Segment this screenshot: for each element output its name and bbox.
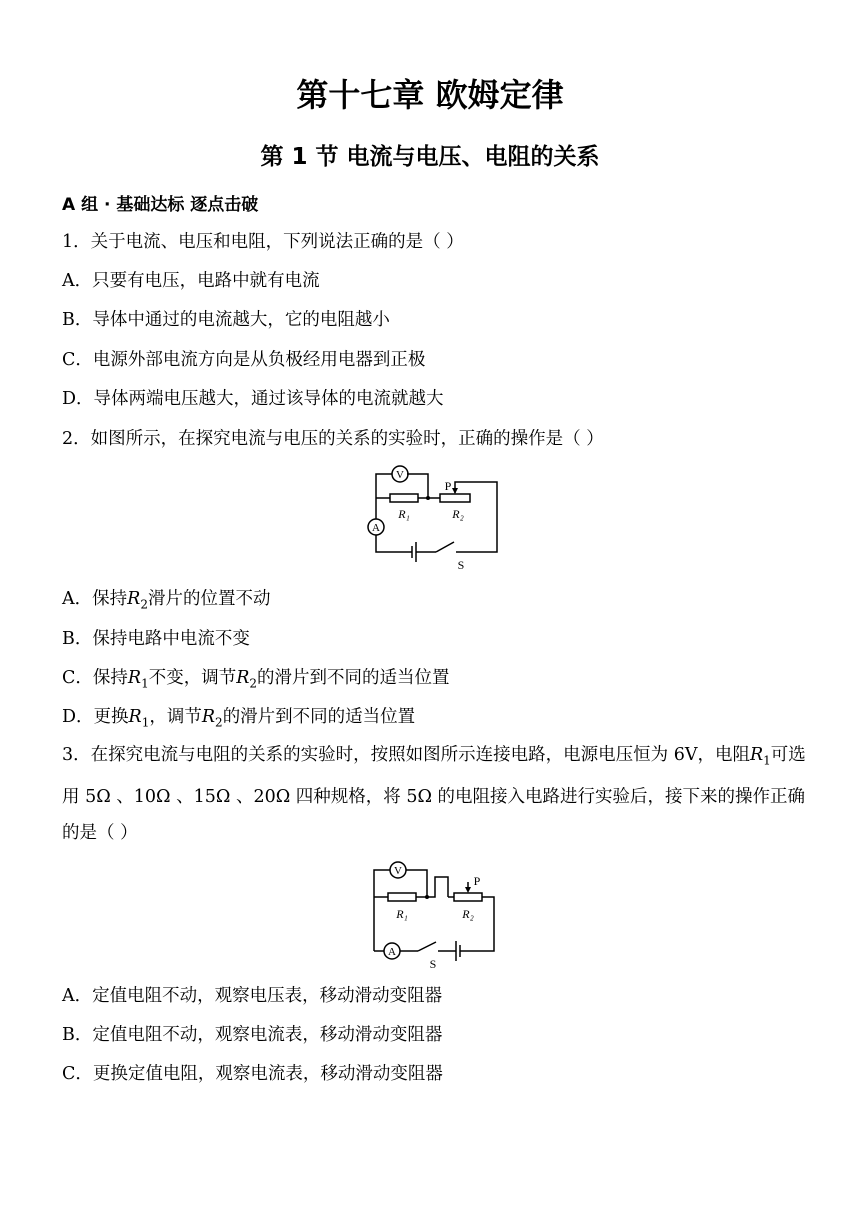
q2-circuit-diagram — [360, 460, 505, 575]
q3-option-b: B．定值电阻不动，观察电流表，移动滑动变阻器 — [62, 1025, 443, 1045]
q1-stem: 1．关于电流、电压和电阻，下列说法正确的是（ ） — [62, 232, 464, 252]
q3-stem: 3．在探究电流与电阻的关系的实验时，按照如图所示连接电路，电源电压恒为 6V，电阻$R_1$可选用 5Ω 、10Ω 、15Ω 、20Ω 四种规格，将 5Ω 的电阻接入电路进行实验后，接下来的操作正确的是（ ） — [62, 745, 806, 843]
q2-switch-label: S — [457, 558, 465, 572]
q3-switch-label: S — [429, 957, 437, 971]
q3-r2-label: R₂ — [462, 907, 474, 921]
q1-option-c: C．电源外部电流方向是从负极经用电器到正极 — [62, 350, 426, 370]
q2-stem: 2．如图所示，在探究电流与电压的关系的实验时，正确的操作是（ ） — [62, 429, 604, 449]
q2-voltmeter-label: V — [396, 469, 404, 481]
q2-r1-label: R₁ — [398, 507, 410, 521]
q3-option-a: A．定值电阻不动，观察电压表，移动滑动变阻器 — [62, 986, 443, 1006]
q2-option-c: C．保持$R_1$不变，调节$R_2$的滑片到不同的适当位置 — [62, 668, 450, 691]
q2-slider-label: P — [444, 479, 452, 493]
q1-option-a: A．只要有电压，电路中就有电流 — [62, 271, 320, 291]
q3-slider-label: P — [473, 874, 481, 888]
q2-ammeter-label: A — [372, 522, 380, 534]
q3-option-c: C．更换定值电阻，观察电流表，移动滑动变阻器 — [62, 1064, 443, 1084]
q2-option-b: B．保持电路中电流不变 — [62, 629, 250, 649]
q1-option-b: B．导体中通过的电流越大，它的电阻越小 — [62, 310, 390, 330]
q1-option-d: D．导体两端电压越大，通过该导体的电流就越大 — [62, 389, 444, 409]
group-heading: A 组 · 基础达标 逐点击破 — [62, 195, 259, 215]
q3-circuit-diagram — [360, 852, 505, 972]
section-title: 第 1 节 电流与电压、电阻的关系 — [260, 144, 600, 170]
chapter-title: 第十七章 欧姆定律 — [296, 76, 564, 114]
q2-option-a: A．保持$R_2$滑片的位置不动 — [62, 589, 271, 612]
q3-r1-label: R₁ — [396, 907, 408, 921]
q2-r2-label: R₂ — [452, 507, 464, 521]
q3-ammeter-label: A — [388, 946, 396, 958]
q3-voltmeter-label: V — [394, 865, 402, 877]
q2-option-d: D．更换$R_1$，调节$R_2$的滑片到不同的适当位置 — [62, 707, 416, 730]
